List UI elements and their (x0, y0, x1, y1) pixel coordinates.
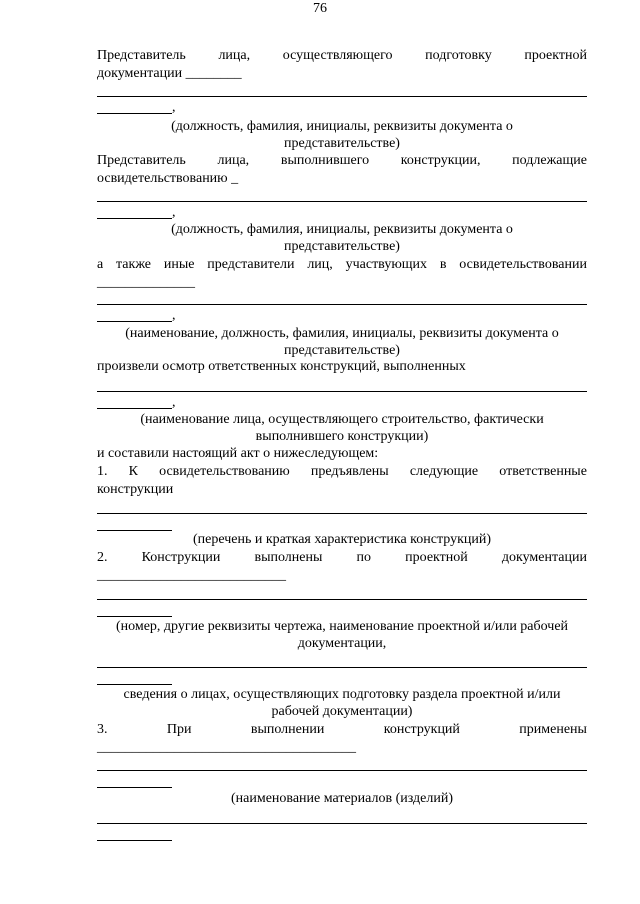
word: выполнившего (280, 153, 370, 168)
item2-line (97, 549, 587, 567)
fill-line-short (97, 787, 172, 788)
word: 1. (97, 464, 108, 479)
word: представители (207, 257, 295, 272)
word: лиц, (307, 257, 333, 272)
fill-line-short (97, 684, 172, 685)
caption-item1: (перечень и краткая характеристика конструкций) (192, 532, 492, 547)
caption-line: (наименование, должность, фамилия, инициалы, реквизиты документа о (125, 326, 559, 341)
item2-line2: ___________________________ (97, 568, 286, 583)
caption-line: представительстве) (284, 136, 400, 151)
word: Конструкции (141, 550, 221, 565)
item1-line2: конструкции (97, 482, 174, 497)
caption-item2 (97, 618, 587, 652)
fill-line-short (97, 408, 172, 409)
fill-line-short (97, 840, 172, 841)
word: освидетельствованию (159, 464, 290, 479)
fill-line (97, 391, 587, 392)
rep-builder-line2: освидетельствованию _ (97, 171, 239, 186)
page-number: 76 (313, 1, 327, 16)
item1-line (97, 463, 587, 481)
fill-line (97, 599, 587, 600)
caption-inspected (97, 411, 587, 445)
others-line2: ______________ (97, 275, 195, 290)
caption-item3: (наименование материалов (изделий) (230, 791, 454, 806)
caption-line: (наименование лица, осуществляющего строительство, фактически (140, 412, 544, 427)
fill-line (97, 201, 587, 202)
word: документации (501, 550, 587, 565)
item3-line2: _____________________________________ (97, 740, 356, 755)
word: а (97, 257, 104, 272)
word: осуществляющего (282, 48, 393, 63)
caption-line: (должность, фамилия, инициалы, реквизиты документа о (171, 119, 513, 134)
caption-line: представительстве) (284, 343, 400, 358)
caption-line: (номер, другие реквизиты чертежа, наименование проектной и/или рабочей (115, 619, 569, 634)
fill-line-short (97, 616, 172, 617)
fill-line (97, 304, 587, 305)
inspected-line: произвели осмотр ответственных конструкций, выполненных (97, 359, 466, 374)
word: участвующих (345, 257, 428, 272)
word: Представитель (97, 153, 186, 168)
word: лица, (218, 48, 251, 63)
word: предъявлены (310, 464, 389, 479)
word: подлежащие (512, 153, 587, 168)
item3-line (97, 721, 587, 739)
word: 2. (97, 550, 108, 565)
fill-line (97, 770, 587, 771)
word: Представитель (97, 48, 186, 63)
word: конструкции, (400, 153, 481, 168)
word: проектной (405, 550, 468, 565)
caption-line: выполнившего конструкции) (255, 429, 429, 444)
word: выполнении (250, 722, 325, 737)
rep-builder-line (97, 152, 587, 170)
word: иные (163, 257, 195, 272)
fill-line-short (97, 218, 172, 219)
word: К (128, 464, 138, 479)
caption-line: представительстве) (284, 239, 400, 254)
word: 3. (97, 722, 108, 737)
others-line (97, 256, 587, 274)
fill-line-short (97, 113, 172, 114)
comma: , (172, 100, 176, 115)
word: также (116, 257, 152, 272)
caption-line: сведения о лицах, осуществляющих подготовку раздела проектной и/или (123, 687, 561, 702)
comma: , (172, 205, 176, 220)
word: применены (519, 722, 587, 737)
caption-line: документации, (297, 636, 387, 651)
act-intro: и составили настоящий акт о нижеследующем: (97, 446, 379, 461)
word: следующие (409, 464, 479, 479)
comma: , (172, 308, 176, 323)
word: по (356, 550, 372, 565)
caption-item2b (97, 686, 587, 720)
caption-design (97, 118, 587, 152)
fill-line (97, 96, 587, 97)
comma: , (172, 395, 176, 410)
word: ответственные (499, 464, 587, 479)
fill-line (97, 513, 587, 514)
word: лица, (217, 153, 250, 168)
rep-design-line2: документации ________ (97, 66, 242, 81)
word: При (166, 722, 192, 737)
fill-line-short (97, 321, 172, 322)
word: конструкций (383, 722, 460, 737)
word: в (439, 257, 447, 272)
fill-line (97, 667, 587, 668)
caption-others (97, 325, 587, 359)
fill-line (97, 823, 587, 824)
caption-line: рабочей документации) (271, 704, 413, 719)
word: подготовку (425, 48, 492, 63)
rep-design-line (97, 47, 587, 65)
word: проектной (524, 48, 587, 63)
word: выполнены (254, 550, 323, 565)
word: освидетельствовании (459, 257, 587, 272)
caption-builder (97, 221, 587, 255)
caption-line: (должность, фамилия, инициалы, реквизиты документа о (171, 222, 513, 237)
